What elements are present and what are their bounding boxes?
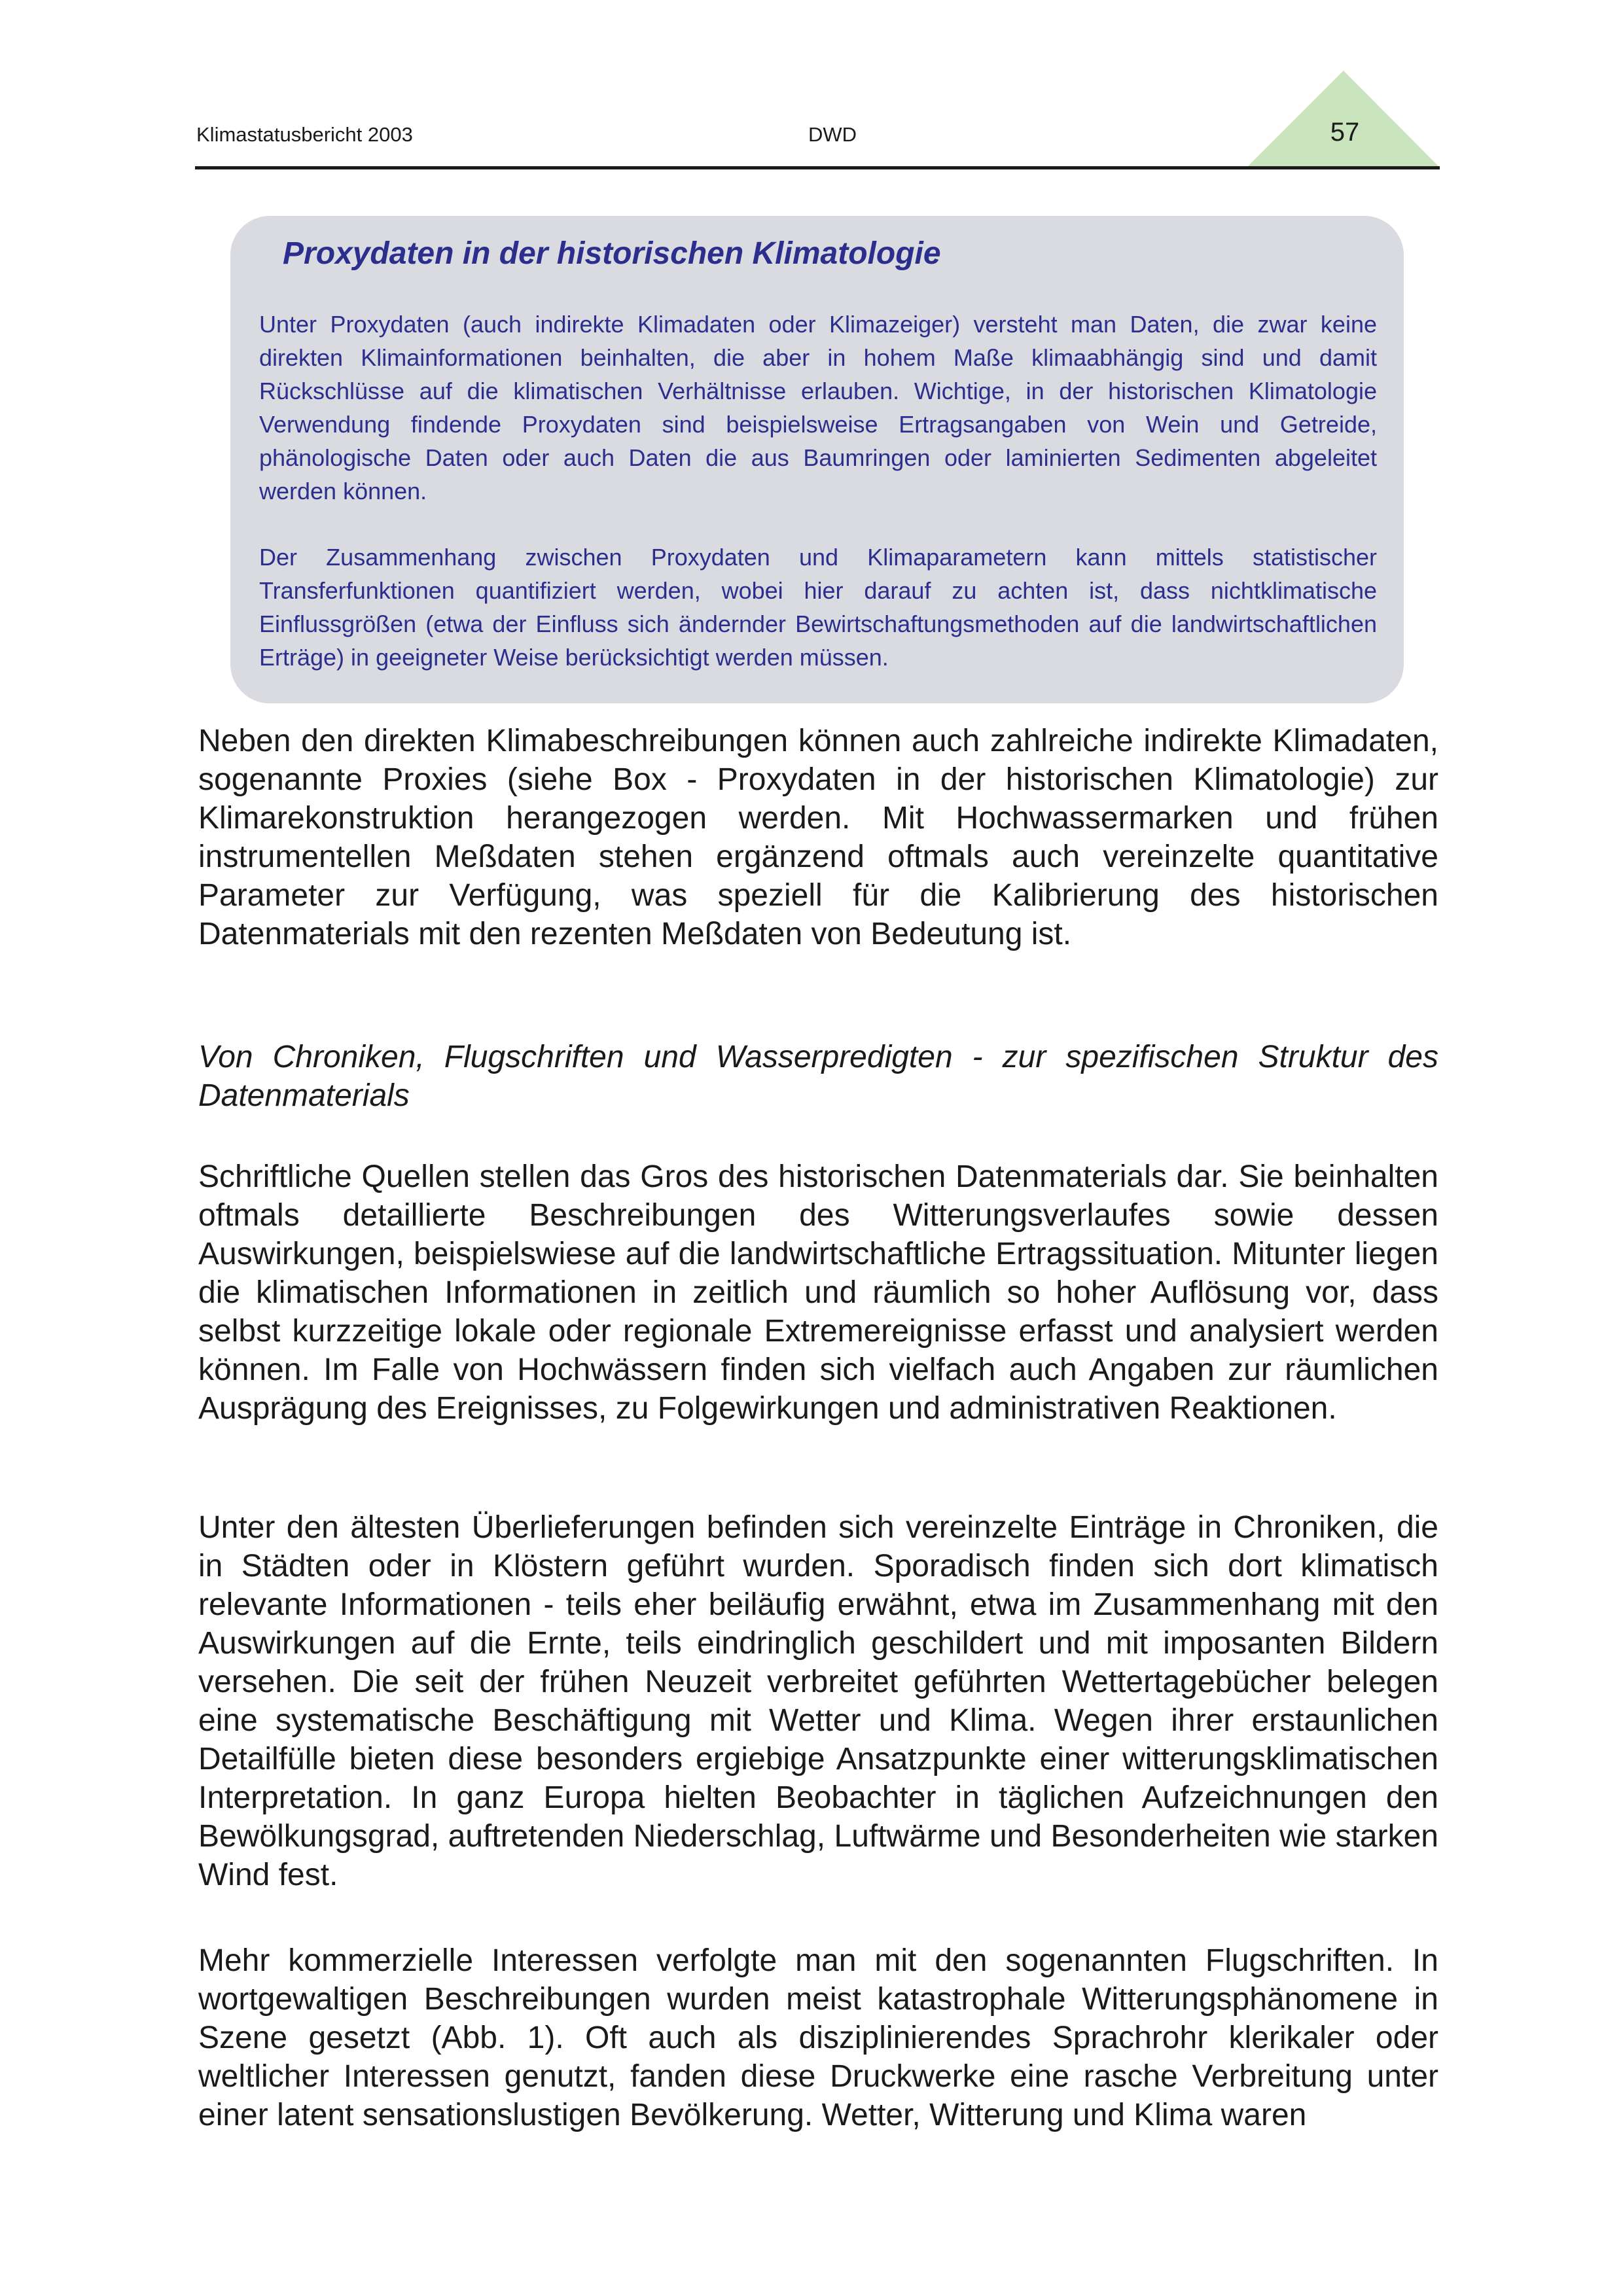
report-title: Klimastatusbericht 2003 bbox=[196, 123, 413, 146]
body-paragraph: Unter den ältesten Überlieferungen befinden sich vereinzelte Einträge in Chroniken, die in Städten oder in Klöstern geführt wurden. Sporadisch finden sich dort klimatisch relevante Informationen - teils eher beiläufig erwähnt, etwa im Zusammenhang mit den Auswirkungen auf die Ernte, teils eindringlich geschildert und mit imposanten Bildern versehen. Die seit der frühen Neuzeit verbreitet geführten Wettertagebücher belegen eine systematische Beschäftigung mit Wetter und Klima. Wegen ihrer erstaunlichen Detailfülle bieten diese besonders ergiebige Ansatzpunkte einer witterungsklimatischen Interpretation. In ganz Europa hielten Beobachter in täglichen Aufzeichnungen den Bewölkungsgrad, auftretenden Niederschlag, Luftwärme und Besonderheiten wie starken Wind fest. bbox=[198, 1510, 1438, 1892]
info-box-title: Proxydaten in der historischen Klimatologie bbox=[283, 236, 941, 271]
page-number: 57 bbox=[1330, 118, 1360, 147]
body-paragraph: Schriftliche Quellen stellen das Gros des historischen Datenmaterials dar. Sie beinhalten oftmals detaillierte Beschreibungen des Witterungsverlaufes sowie dessen Auswirkungen, beispielswiese auf die landwirtschaftliche Ertragssituation. Mitunter liegen die klimatischen Informationen in zeitlich und räumlich so hoher Auflösung vor, dass selbst kurzzeitige lokale oder regionale Extremereignisse erfasst und analysiert werden können. Im Falle von Hochwässern finden sich vielfach auch Angaben zur räumlichen Ausprägung des Ereignisses, zu Folgewirkungen und administrativen Reaktionen. bbox=[198, 1159, 1438, 1426]
section-subheading: Von Chroniken, Flugschriften und Wasserpredigten - zur spezifischen Struktur des Datenmaterials bbox=[198, 1040, 1438, 1113]
organization-label: DWD bbox=[808, 123, 857, 146]
body-paragraph: Neben den direkten Klimabeschreibungen können auch zahlreiche indirekte Klimadaten, sogenannte Proxies (siehe Box - Proxydaten in der historischen Klimatologie) zur Klimarekonstruktion herangezogen werden. Mit Hochwassermarken und frühen instrumentellen Meßdaten stehen ergänzend oftmals auch vereinzelte quantitative Parameter zur Verfügung, was speziell für die Kalibrierung des historischen Datenmaterials mit den rezenten Meßdaten von Bedeutung ist. bbox=[198, 724, 1438, 951]
body-paragraph: Mehr kommerzielle Interessen verfolgte man mit den sogenannten Flugschriften. In wortgewaltigen Beschreibungen wurden meist katastrophale Witterungsphänomene in Szene gesetzt (Abb. 1). Oft auch als disziplinierendes Sprachrohr klerikaler oder weltlicher Interessen genutzt, fanden diese Druckwerke eine rasche Verbreitung unter einer latent sensationslustigen Bevölkerung. Wetter, Witterung und Klima waren bbox=[198, 1943, 1438, 2132]
info-box-paragraph: Unter Proxydaten (auch indirekte Klimadaten oder Klimazeiger) versteht man Daten, die zwar keine direkten Klimainformationen beinhalten, die aber in hohem Maße klimaabhängig sind und damit Rückschlüsse auf die klimatischen Verhältnisse erlauben. Wichtige, in der historischen Klimatologie Verwendung findende Proxydaten sind beispielsweise Ertragsangaben von Wein und Getreide, phänologische Daten oder auch Daten die aus Baumringen oder laminierten Sedimenten abgeleitet werden können. bbox=[259, 311, 1377, 504]
header-divider bbox=[195, 166, 1440, 169]
info-box-paragraph: Der Zusammenhang zwischen Proxydaten und Klimaparametern kann mittels statistischer Transferfunktionen quantifiziert werden, wobei hier darauf zu achten ist, dass nichtklimatische Einflussgrößen (etwa der Einfluss sich ändernder Bewirtschaftungsmethoden auf die landwirtschaftlichen Erträge) in geeigneter Weise berücksichtigt werden müssen. bbox=[259, 544, 1377, 671]
